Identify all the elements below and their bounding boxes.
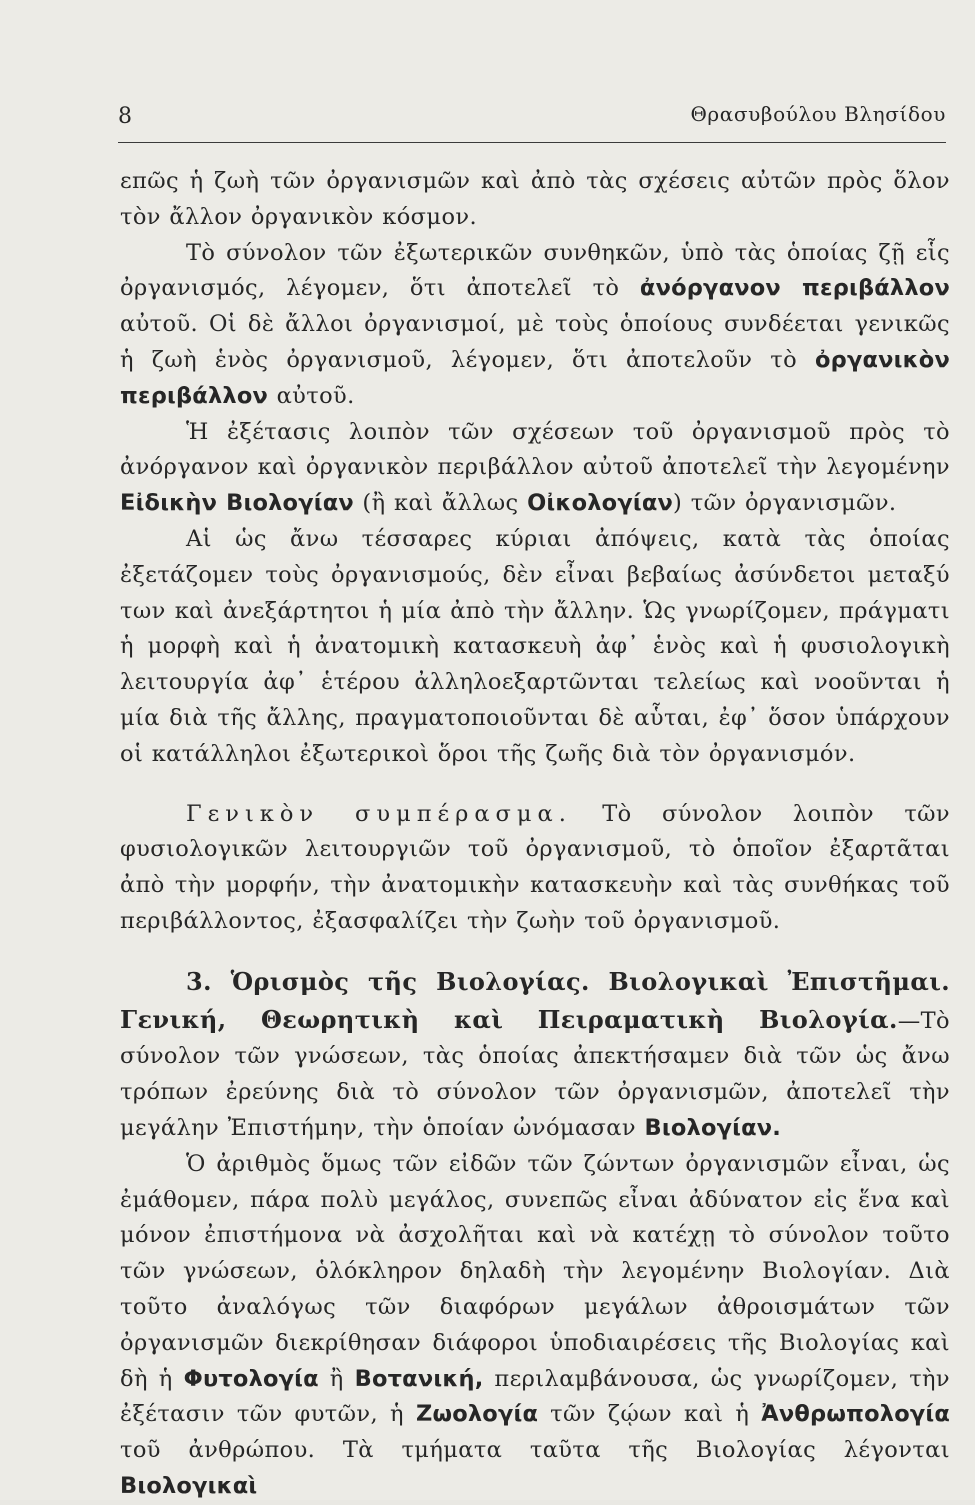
paragraph-1-text: επῶς ἡ ζωὴ τῶν ὀργανισμῶν καὶ ἀπὸ τὰς σχέσεις αὐτῶν πρὸς ὅλον τὸν ἄλλον ὀργανικὸν κόσμον. bbox=[120, 168, 950, 230]
term-anthropology: Ἀνθρωπολογία bbox=[761, 1401, 951, 1428]
section-3-text: —Τὸ σύνολον τῶν γνώσεων, τὰς ὁποίας ἀπεκτήσαμεν διὰ τῶν ὡς ἄνω τρόπων ἐρεύνης διὰ τὸ σύνολον τῶν ὀργανισμῶν, ἀποτελεῖ τὴν μεγάλην Ἐπιστήμην, τὴν ὁποίαν ὠνόμασαν bbox=[120, 1007, 950, 1141]
term-zoology: Ζωολογία bbox=[415, 1401, 539, 1428]
term-ecology: Οἰκολογίαν bbox=[527, 490, 674, 517]
term-organic-environment: ὀργανικὸν περιβάλλον bbox=[120, 346, 950, 409]
general-conclusion-label: Γενικὸν συμπέρασμα. bbox=[186, 800, 572, 827]
paragraph-7 bbox=[120, 1147, 950, 1505]
term-phytology: Φυτολογία bbox=[183, 1365, 319, 1392]
page-number: 8 bbox=[118, 104, 133, 129]
term-biological: Βιολογικαὶ bbox=[120, 1472, 258, 1499]
paragraph-7-text-e: τοῦ ἀνθρώπου. Τὰ τμήματα ταῦτα τῆς Βιολογίας λέγονται bbox=[120, 1437, 950, 1464]
term-biology: Βιολογίαν. bbox=[644, 1114, 782, 1141]
term-botany: Βοτανική, bbox=[354, 1365, 484, 1392]
term-special-biology: Εἰδικὴν Βιολογίαν bbox=[120, 490, 354, 517]
running-title: Θρασυβούλου Βλησίδου bbox=[690, 102, 946, 126]
paragraph-3-text-a: Ἡ ἐξέτασις λοιπὸν τῶν σχέσεων τοῦ ὀργανισμοῦ πρὸς τὸ ἀνόργανον καὶ ὀργανικὸν περιβάλλον αὐτοῦ ἀποτελεῖ τὴν λεγομένην bbox=[120, 418, 950, 481]
paragraph-5 bbox=[120, 797, 950, 940]
paragraph-2-text-c: αὐτοῦ. bbox=[268, 382, 355, 409]
paragraph-4 bbox=[120, 522, 950, 773]
section-3-heading: 3. Ὁρισμὸς τῆς Βιολογίας. Βιολογικαὶ Ἐπιστῆμαι. Γενική, Θεωρητικὴ καὶ Πειραματικὴ Βιολογία. bbox=[120, 966, 950, 1034]
paragraph-3 bbox=[120, 415, 950, 522]
paragraph-2 bbox=[120, 236, 950, 415]
paragraph-1 bbox=[120, 164, 950, 236]
paragraph-3-text-c: ) τῶν ὀργανισμῶν. bbox=[673, 490, 897, 517]
term-inorganic-environment: ἀνόργανον περιβάλλον bbox=[639, 275, 950, 302]
paragraph-7-text-c: περιλαμβάνουσα, ὡς γνωρίζομεν, τὴν ἐξέτασιν τῶν φυτῶν, ἡ bbox=[120, 1365, 951, 1428]
paragraph-2-text-a: Τὸ σύνολον τῶν ἐξωτερικῶν συνθηκῶν, ὑπὸ τὰς ὁποίας ζῇ εἷς ὀργανισμός, λέγομεν, ὅτι ἀποτελεῖ τὸ bbox=[120, 239, 950, 302]
paragraph-7-text-d: τῶν ζῴων καὶ ἡ bbox=[538, 1401, 762, 1428]
page-header bbox=[118, 98, 946, 143]
paragraph-7-text-b: ἢ bbox=[318, 1365, 355, 1392]
paragraph-2-text-b: αὐτοῦ. Οἱ δὲ ἄλλοι ὀργανισμοί, μὲ τοὺς ὁποίους συνδέεται γενικῶς ἡ ζωὴ ἑνὸς ὀργανισμοῦ, λέγομεν, ὅτι ἀποτελοῦν τὸ bbox=[120, 311, 950, 373]
body-text bbox=[120, 164, 950, 1505]
paragraph-7-text-a: Ὁ ἀριθμὸς ὅμως τῶν εἰδῶν τῶν ζώντων ὀργανισμῶν εἶναι, ὡς ἐμάθομεν, πάρα πολὺ μεγάλος, συνεπῶς εἶναι ἀδύνατον εἰς ἕνα καὶ μόνον ἐπιστήμονα νὰ ἀσχολῆται καὶ νὰ κατέχῃ τὸ σύνολον τοῦτο τῶν γνώσεων, ὁλόκληρον δηλαδὴ τὴν λεγομένην Βιολογίαν. Διὰ τοῦτο ἀναλόγως τῶν διαφόρων μεγάλων ἀθροισμάτων τῶν ὀργανισμῶν διεκρίθησαν διάφοροι ὑποδιαιρέσεις τῆς Βιολογίας καὶ δὴ ἡ bbox=[120, 1150, 950, 1392]
paragraph-4-text: Αἱ ὡς ἄνω τέσσαρες κύριαι ἀπόψεις, κατὰ τὰς ὁποίας ἐξετάζομεν τοὺς ὀργανισμούς, δὲν εἶναι βεβαίως ἀσύνδετοι μεταξύ των καὶ ἀνεξάρτητοι ἡ μία ἀπὸ τὴν ἄλλην. Ὡς γνωρίζομεν, πράγματι ἡ μορφὴ καὶ ἡ ἀνατομικὴ κατασκευὴ ἀφ᾽ ἑνὸς καὶ ἡ φυσιολογικὴ λειτουργία ἀφ᾽ ἑτέρου ἀλληλοεξαρτῶνται τελείως καὶ νοοῦνται ἡ μία διὰ τῆς ἄλλης, πραγματοποιοῦνται δὲ αὗται, ἐφ᾽ ὅσον ὑπάρχουν οἱ κατάλληλοι ἐξωτερικοὶ ὅροι τῆς ζωῆς διὰ τὸν ὀργανισμόν. bbox=[120, 525, 950, 767]
paragraph-3-text-b: (ἢ καὶ ἄλλως bbox=[353, 490, 528, 517]
section-3 bbox=[120, 964, 950, 1147]
paragraph-5-text: Τὸ σύνολον λοιπὸν τῶν φυσιολογικῶν λειτουργιῶν τοῦ ὀργανισμοῦ, τὸ ὁποῖον ἐξαρτᾶται ἀπὸ τὴν μορφήν, τὴν ἀνατομικὴν κατασκευὴν καὶ τὰς συνθήκας τοῦ περιβάλλοντος, ἐξασφαλίζει τὴν ζωὴν τοῦ ὀργανισμοῦ. bbox=[120, 800, 950, 934]
